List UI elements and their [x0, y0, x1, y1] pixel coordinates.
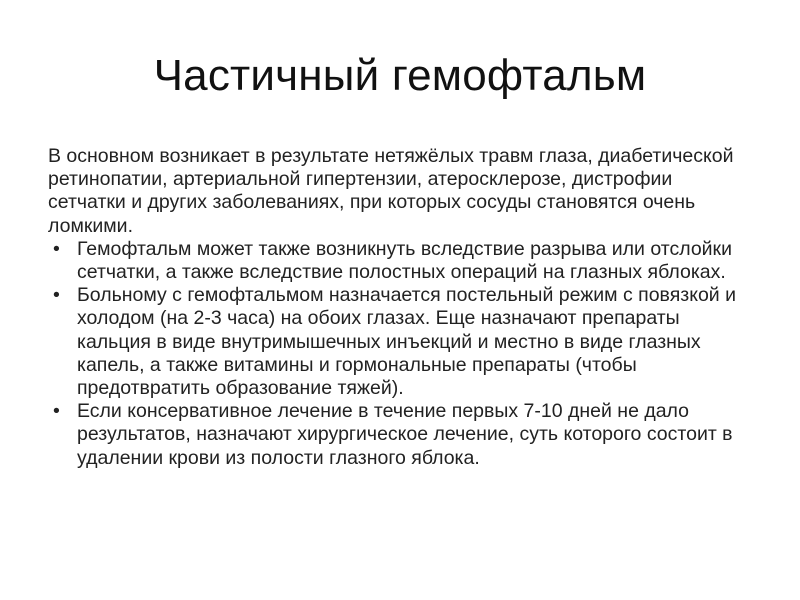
bullet-text: Больному с гемофтальмом назначается постельный режим с повязкой и холодом (на 2-3 часа) на обоих глазах. Еще назначают препараты кальция в виде внутримышечных инъекций и местно в виде глазных капель, а также витамины и гормональные препараты (чтобы предотвратить образование тяжей).: [77, 284, 736, 400]
bullet-item: [48, 238, 754, 284]
bullet-list: [48, 238, 754, 470]
bullet-item: [48, 284, 754, 400]
intro-paragraph: В основном возникает в результате нетяжёлых травм глаза, диабетической ретинопатии, артериальной гипертензии, атеросклерозе, дистрофии сетчатки и других заболеваниях, при которых сосуды становятся очень ломкими.: [48, 145, 734, 237]
slide-body: [48, 145, 754, 470]
bullet-text: Если консервативное лечение в течение первых 7-10 дней не дало результатов, назначают хирургическое лечение, суть которого состоит в удалении крови из полости глазного яблока.: [77, 400, 733, 469]
slide-title: Частичный гемофтальм: [153, 51, 647, 100]
bullet-text: Гемофтальм может также возникнуть вследствие разрыва или отслойки сетчатки, а также вследствие полостных операций на глазных яблоках.: [77, 237, 732, 284]
bullet-item: [48, 400, 754, 470]
bullet-icon: •: [53, 237, 60, 260]
bullet-icon: •: [53, 284, 60, 307]
bullet-icon: •: [53, 400, 60, 423]
